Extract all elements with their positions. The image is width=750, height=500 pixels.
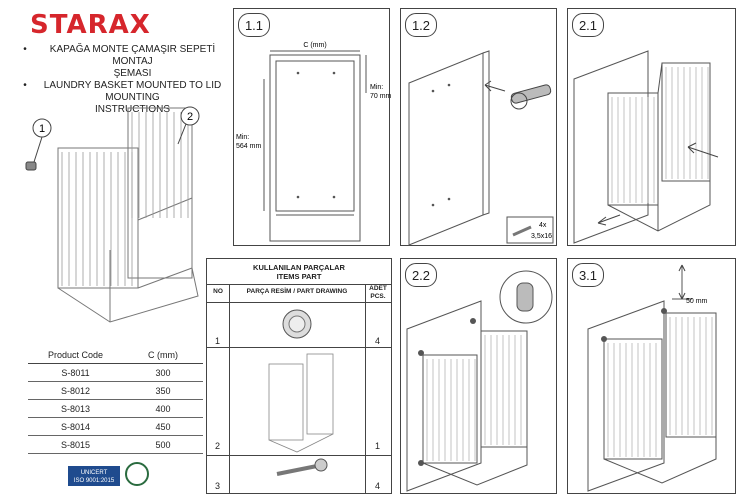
qty-header-tr: ADET — [369, 285, 387, 292]
cert-standard: ISO 9001:2015 — [73, 478, 115, 484]
cam-connector-icon — [283, 310, 311, 338]
product-code: S-8015 — [28, 436, 123, 454]
step-number: 1.2 — [405, 13, 437, 37]
basket-insertion-diagram — [568, 9, 735, 245]
product-size: 450 — [123, 418, 203, 436]
step-number: 2.1 — [572, 13, 604, 37]
width-label: C (mm) — [303, 42, 327, 49]
table-row — [28, 382, 203, 400]
brand-mark: X — [129, 10, 151, 40]
screw-icon — [277, 459, 327, 474]
drawing-header: PARÇA RESİM / PART DRAWING — [246, 288, 348, 295]
quality-seal-icon — [125, 462, 149, 486]
step-number: 2.2 — [405, 263, 437, 287]
product-code: S-8013 — [28, 400, 123, 418]
intro-line: ŞEMASI — [113, 68, 152, 79]
callout-1: 1 — [38, 123, 46, 135]
part-no-2: 2 — [215, 441, 221, 451]
step-3-1-panel — [567, 258, 736, 494]
cabinet-dimension-diagram — [234, 9, 392, 245]
screw-size: 3,5x16 — [531, 233, 553, 240]
part-qty-2: 1 — [375, 441, 381, 451]
part-qty-1: 4 — [375, 336, 381, 346]
basket-hook-diagram — [401, 259, 556, 493]
part-qty-3: 4 — [375, 481, 381, 491]
table-row — [28, 364, 203, 382]
product-size: 400 — [123, 400, 203, 418]
min-70-label: Min: — [370, 84, 384, 91]
product-code: S-8012 — [28, 382, 123, 400]
callout-2: 2 — [186, 111, 194, 123]
part-no-1: 1 — [215, 336, 221, 346]
table-row — [28, 400, 203, 418]
final-basket-diagram — [568, 259, 735, 493]
brand-logo — [30, 10, 151, 40]
parts-title — [207, 263, 391, 281]
step-1-1-panel — [233, 8, 390, 246]
product-size: 300 — [123, 364, 203, 382]
basket-overview-illustration — [10, 100, 225, 340]
table-row — [28, 418, 203, 436]
parts-title-tr: KULLANILAN PARÇALAR — [253, 263, 345, 272]
product-table — [28, 346, 203, 454]
intro-line: KAPAĞA MONTE ÇAMAŞIR SEPETİ MONTAJ — [49, 44, 216, 67]
cert-name: UNICERT — [80, 470, 108, 476]
product-size: 350 — [123, 382, 203, 400]
bullet — [20, 68, 30, 80]
product-code: S-8014 — [28, 418, 123, 436]
gap-label: 50 mm — [686, 298, 708, 305]
step-number: 3.1 — [572, 263, 604, 287]
parts-table — [206, 258, 392, 494]
qty-header — [365, 285, 391, 301]
step-2-2-panel — [400, 258, 557, 494]
intro-line: INSTRUCTIONS — [95, 104, 170, 115]
intro-line: LAUNDRY BASKET MOUNTED TO LID MOUNTING — [43, 80, 222, 103]
parts-title-en: ITEMS PART — [276, 272, 322, 281]
part-no-3: 3 — [215, 481, 221, 491]
bullet: • — [23, 80, 27, 91]
step-2-1-panel — [567, 8, 736, 246]
brand-name: STARA — [30, 10, 130, 40]
qty-header-en: PCS. — [370, 293, 386, 300]
parts-drawings — [229, 302, 365, 492]
certification-badge — [68, 466, 120, 486]
size-header: C (mm) — [123, 346, 203, 364]
min-564-label: Min: — [236, 134, 250, 141]
no-header: NO — [213, 288, 223, 295]
product-table-container — [28, 346, 203, 454]
table-row — [28, 436, 203, 454]
product-code-header: Product Code — [28, 346, 123, 364]
bullet: • — [23, 44, 27, 55]
wire-basket-icon — [269, 354, 333, 452]
step-1-2-panel — [400, 8, 557, 246]
step-number: 1.1 — [238, 13, 270, 37]
product-code: S-8011 — [28, 364, 123, 382]
screw-count: 4x — [539, 222, 547, 229]
min-70-value: 70 mm — [370, 93, 392, 100]
screw-mounting-diagram — [401, 9, 556, 245]
min-564-value: 564 mm — [236, 143, 262, 150]
product-size: 500 — [123, 436, 203, 454]
